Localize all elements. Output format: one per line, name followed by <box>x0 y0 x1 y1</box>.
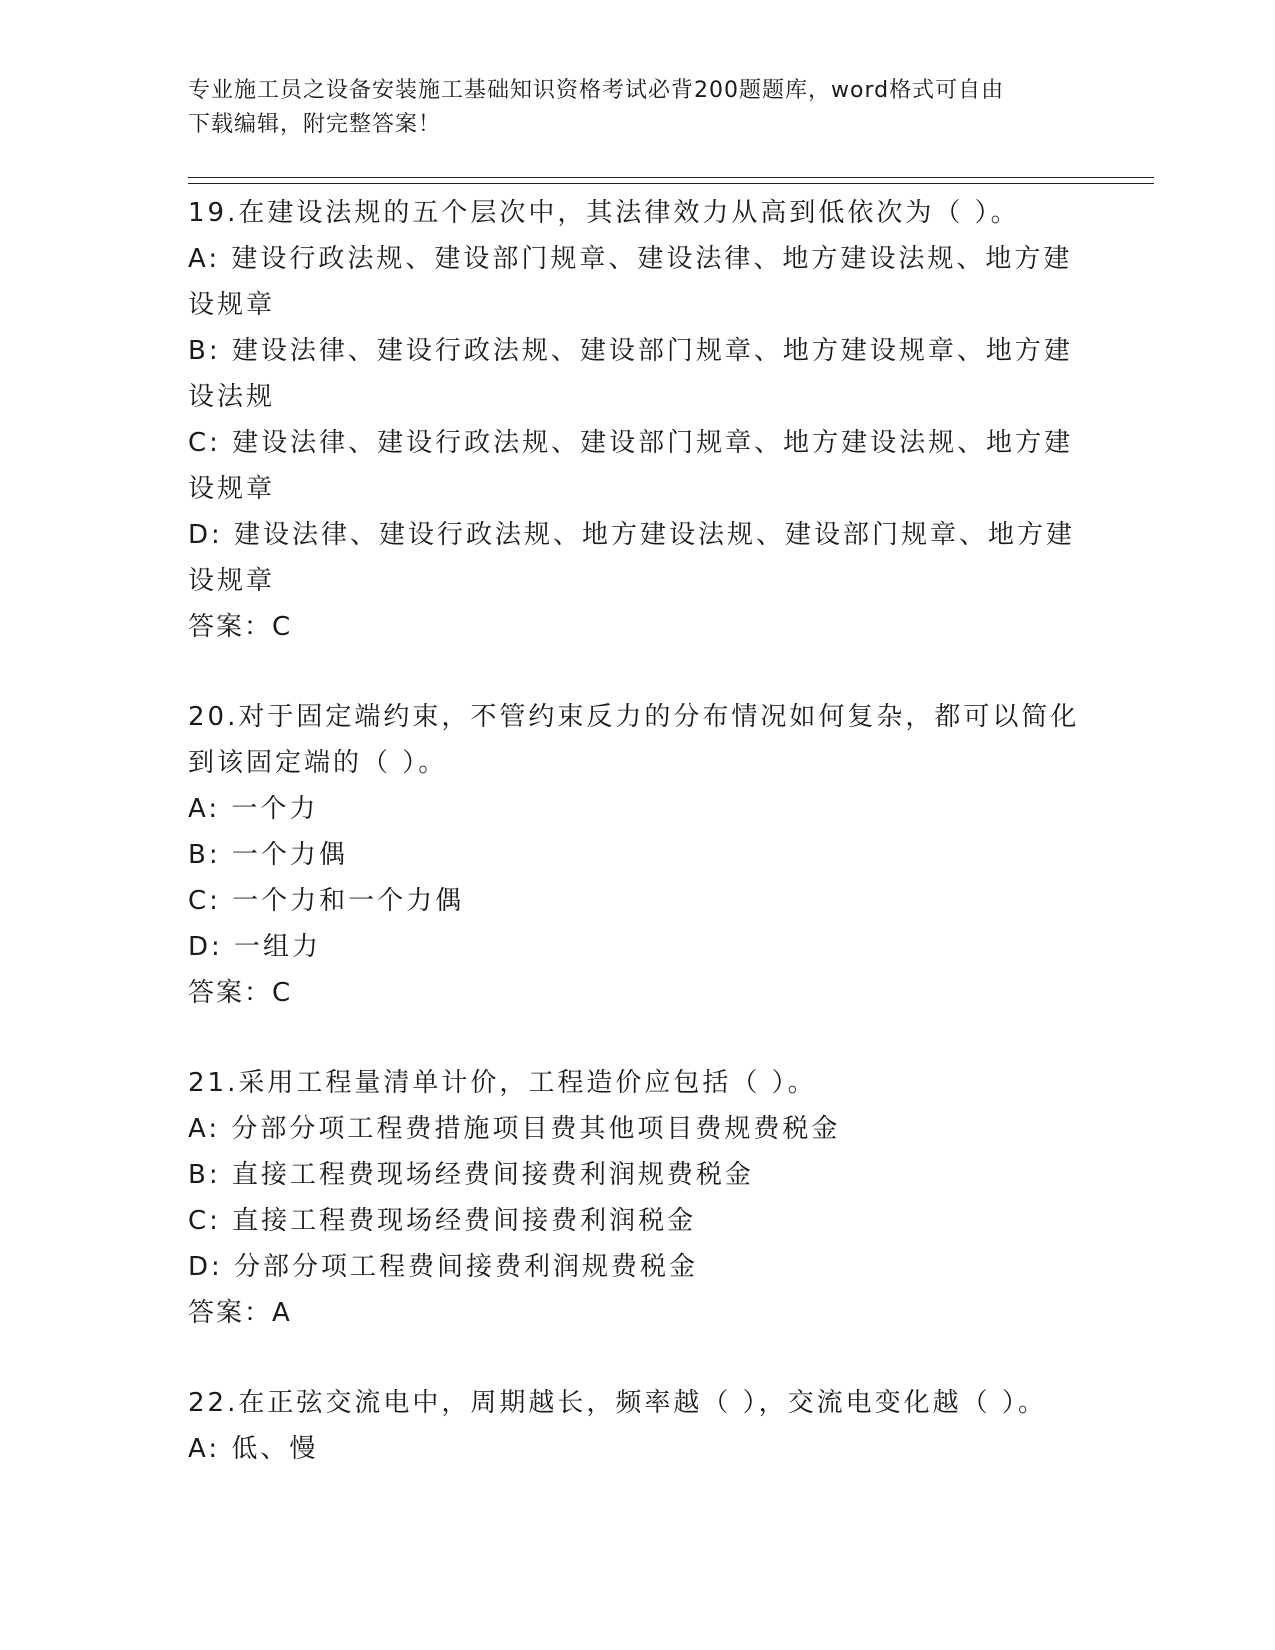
option-text: B: 建设法律、建设行政法规、建设部门规章、地方建设规章、地方建 <box>188 336 1073 366</box>
option-c: C: 一个力和一个力偶 <box>188 886 465 916</box>
option-a: A: 分部分项工程费措施项目费其他项目费规费税金 <box>188 1114 841 1144</box>
option-a: A: 一个力 <box>188 794 319 824</box>
answer-label: 答案： <box>188 1298 273 1328</box>
option-text-continued: 设规章 <box>188 290 276 320</box>
answer-line <box>188 1290 1088 1336</box>
option-text-continued: 设法规 <box>188 382 276 412</box>
header-divider-bottom <box>188 183 1154 184</box>
answer-value: A <box>272 1298 291 1328</box>
option-d <box>188 512 1088 604</box>
question-list <box>188 190 1088 1472</box>
option-d: D: 一组力 <box>188 932 322 962</box>
option-b: B: 一个力偶 <box>188 840 348 870</box>
header-divider-top <box>188 177 1154 178</box>
option-b: B: 直接工程费现场经费间接费利润规费税金 <box>188 1160 754 1190</box>
option-text: C: 建设法律、建设行政法规、建设部门规章、地方建设法规、地方建 <box>188 428 1074 458</box>
option-text: A: 建设行政法规、建设部门规章、建设法律、地方建设法规、地方建 <box>188 244 1073 274</box>
option-c <box>188 420 1088 512</box>
option-text-continued: 设规章 <box>188 474 276 504</box>
question-21 <box>188 1060 1088 1336</box>
question-stem: 20.对于固定端约束，不管约束反力的分布情况如何复杂，都可以简化 <box>188 702 1080 732</box>
answer-value: C <box>272 612 292 642</box>
answer-value: C <box>272 978 292 1008</box>
option-d: D: 分部分项工程费间接费利润规费税金 <box>188 1252 699 1282</box>
header-line-1: 专业施工员之设备安装施工基础知识资格考试必背200题题库，word格式可自由 <box>188 78 1005 103</box>
question-stem: 22.在正弦交流电中，周期越长，频率越（ ），交流电变化越（ ）。 <box>188 1388 1047 1418</box>
question-stem: 19.在建设法规的五个层次中，其法律效力从高到低依次为（ ）。 <box>188 198 1020 228</box>
option-a: A: 低、慢 <box>188 1434 319 1464</box>
option-text-continued: 设规章 <box>188 566 276 596</box>
option-b <box>188 328 1088 420</box>
option-a <box>188 236 1088 328</box>
answer-label: 答案： <box>188 612 273 642</box>
question-stem: 21.采用工程量清单计价，工程造价应包括（ ）。 <box>188 1068 817 1098</box>
option-text: D: 建设法律、建设行政法规、地方建设法规、建设部门规章、地方建 <box>188 520 1076 550</box>
option-c: C: 直接工程费现场经费间接费利润税金 <box>188 1206 697 1236</box>
document-header <box>188 74 1088 142</box>
answer-label: 答案： <box>188 978 273 1008</box>
question-22 <box>188 1380 1088 1472</box>
question-19 <box>188 190 1088 650</box>
question-20 <box>188 694 1088 1016</box>
header-line-2: 下载编辑，附完整答案！ <box>188 112 442 137</box>
answer-line <box>188 970 1088 1016</box>
answer-line <box>188 604 1088 650</box>
question-stem-continued: 到该固定端的（ ）。 <box>188 748 448 778</box>
